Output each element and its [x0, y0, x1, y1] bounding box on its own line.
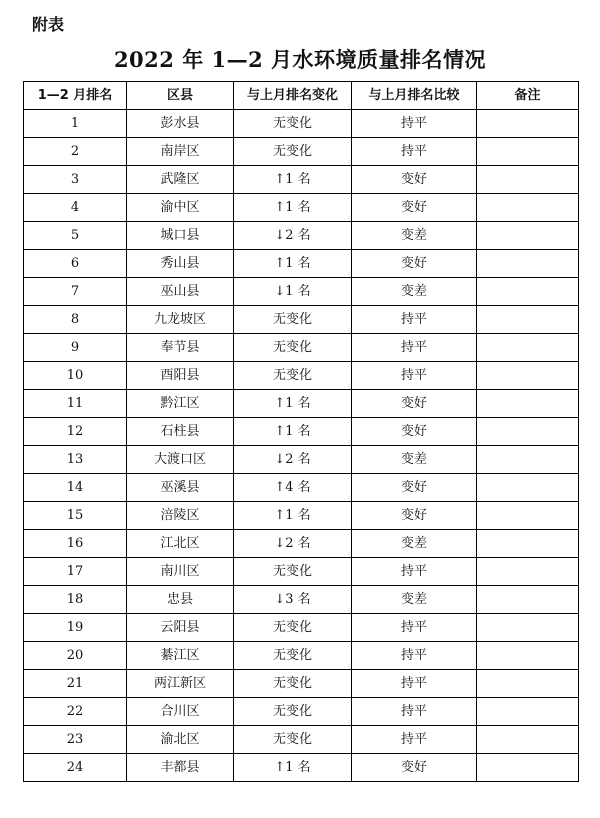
cell-comparison: 持平: [352, 614, 477, 642]
cell-change: ↑1 名: [234, 194, 352, 222]
cell-rank: 7: [24, 278, 127, 306]
cell-change: ↑1 名: [234, 250, 352, 278]
cell-district: 合川区: [127, 698, 234, 726]
ranking-table: [23, 81, 579, 782]
cell-rank: 16: [24, 530, 127, 558]
cell-change: ↑1 名: [234, 166, 352, 194]
cell-rank: 23: [24, 726, 127, 754]
cell-comparison: 持平: [352, 670, 477, 698]
cell-comparison: 持平: [352, 362, 477, 390]
cell-comparison: 变好: [352, 250, 477, 278]
cell-change: 无变化: [234, 306, 352, 334]
cell-comparison: 变差: [352, 446, 477, 474]
cell-note: [477, 418, 579, 446]
table-row: [24, 446, 579, 474]
cell-note: [477, 194, 579, 222]
cell-comparison: 变好: [352, 194, 477, 222]
cell-district: 渝中区: [127, 194, 234, 222]
table-row: [24, 110, 579, 138]
header-district: 区县: [127, 82, 234, 110]
table-row: [24, 502, 579, 530]
cell-change: ↓2 名: [234, 446, 352, 474]
cell-note: [477, 642, 579, 670]
table-row: [24, 194, 579, 222]
cell-change: ↓3 名: [234, 586, 352, 614]
table-row: [24, 418, 579, 446]
table-row: [24, 222, 579, 250]
cell-change: 无变化: [234, 670, 352, 698]
cell-change: 无变化: [234, 334, 352, 362]
table-row: [24, 726, 579, 754]
cell-district: 酉阳县: [127, 362, 234, 390]
cell-note: [477, 166, 579, 194]
cell-district: 渝北区: [127, 726, 234, 754]
cell-district: 涪陵区: [127, 502, 234, 530]
cell-district: 黔江区: [127, 390, 234, 418]
cell-comparison: 持平: [352, 558, 477, 586]
cell-rank: 21: [24, 670, 127, 698]
cell-comparison: 持平: [352, 306, 477, 334]
cell-change: ↑1 名: [234, 390, 352, 418]
cell-rank: 14: [24, 474, 127, 502]
table-row: [24, 754, 579, 782]
cell-comparison: 变好: [352, 474, 477, 502]
cell-note: [477, 250, 579, 278]
cell-rank: 10: [24, 362, 127, 390]
cell-note: [477, 446, 579, 474]
cell-comparison: 持平: [352, 334, 477, 362]
table-body: [24, 110, 579, 782]
cell-comparison: 变好: [352, 166, 477, 194]
cell-note: [477, 502, 579, 530]
cell-district: 奉节县: [127, 334, 234, 362]
cell-district: 巫山县: [127, 278, 234, 306]
cell-rank: 15: [24, 502, 127, 530]
cell-change: ↓2 名: [234, 222, 352, 250]
cell-comparison: 变好: [352, 502, 477, 530]
table-row: [24, 698, 579, 726]
cell-note: [477, 614, 579, 642]
cell-note: [477, 586, 579, 614]
cell-change: ↑1 名: [234, 754, 352, 782]
cell-district: 秀山县: [127, 250, 234, 278]
header-note: 备注: [477, 82, 579, 110]
cell-rank: 2: [24, 138, 127, 166]
cell-rank: 17: [24, 558, 127, 586]
cell-rank: 19: [24, 614, 127, 642]
cell-district: 巫溪县: [127, 474, 234, 502]
cell-note: [477, 474, 579, 502]
cell-change: ↑1 名: [234, 418, 352, 446]
table-row: [24, 306, 579, 334]
cell-comparison: 持平: [352, 110, 477, 138]
cell-note: [477, 306, 579, 334]
header-change: 与上月排名变化: [234, 82, 352, 110]
cell-rank: 11: [24, 390, 127, 418]
cell-comparison: 变差: [352, 222, 477, 250]
table-row: [24, 278, 579, 306]
table-row: [24, 530, 579, 558]
cell-change: 无变化: [234, 614, 352, 642]
cell-change: ↓2 名: [234, 530, 352, 558]
cell-rank: 18: [24, 586, 127, 614]
cell-change: ↑4 名: [234, 474, 352, 502]
cell-note: [477, 726, 579, 754]
cell-district: 城口县: [127, 222, 234, 250]
cell-rank: 3: [24, 166, 127, 194]
cell-rank: 8: [24, 306, 127, 334]
cell-district: 九龙坡区: [127, 306, 234, 334]
cell-district: 大渡口区: [127, 446, 234, 474]
cell-district: 綦江区: [127, 642, 234, 670]
cell-note: [477, 138, 579, 166]
cell-rank: 5: [24, 222, 127, 250]
table-row: [24, 166, 579, 194]
cell-district: 石柱县: [127, 418, 234, 446]
cell-comparison: 变好: [352, 754, 477, 782]
cell-comparison: 变差: [352, 586, 477, 614]
table-row: [24, 586, 579, 614]
cell-rank: 9: [24, 334, 127, 362]
cell-change: ↑1 名: [234, 502, 352, 530]
attachment-label: 附表: [32, 15, 65, 34]
table-row: [24, 138, 579, 166]
cell-note: [477, 278, 579, 306]
cell-note: [477, 558, 579, 586]
cell-comparison: 持平: [352, 642, 477, 670]
cell-note: [477, 390, 579, 418]
cell-change: 无变化: [234, 138, 352, 166]
cell-comparison: 变好: [352, 390, 477, 418]
cell-district: 南川区: [127, 558, 234, 586]
cell-comparison: 变差: [352, 530, 477, 558]
cell-note: [477, 698, 579, 726]
table-row: [24, 390, 579, 418]
cell-change: 无变化: [234, 726, 352, 754]
cell-rank: 4: [24, 194, 127, 222]
table-row: [24, 558, 579, 586]
header-rank: 1—2 月排名: [24, 82, 127, 110]
cell-rank: 24: [24, 754, 127, 782]
table-row: [24, 670, 579, 698]
cell-district: 彭水县: [127, 110, 234, 138]
cell-rank: 20: [24, 642, 127, 670]
cell-note: [477, 222, 579, 250]
table-row: [24, 362, 579, 390]
table-header-row: [24, 82, 579, 110]
cell-note: [477, 334, 579, 362]
cell-note: [477, 670, 579, 698]
cell-district: 武隆区: [127, 166, 234, 194]
cell-note: [477, 110, 579, 138]
table-row: [24, 250, 579, 278]
cell-change: 无变化: [234, 110, 352, 138]
cell-comparison: 持平: [352, 726, 477, 754]
cell-comparison: 持平: [352, 138, 477, 166]
cell-note: [477, 754, 579, 782]
cell-note: [477, 362, 579, 390]
cell-comparison: 变好: [352, 418, 477, 446]
cell-district: 云阳县: [127, 614, 234, 642]
cell-change: ↓1 名: [234, 278, 352, 306]
cell-change: 无变化: [234, 698, 352, 726]
cell-rank: 12: [24, 418, 127, 446]
cell-comparison: 持平: [352, 698, 477, 726]
header-comparison: 与上月排名比较: [352, 82, 477, 110]
cell-comparison: 变差: [352, 278, 477, 306]
cell-rank: 1: [24, 110, 127, 138]
cell-district: 江北区: [127, 530, 234, 558]
page-title: 2022 年 1—2 月水环境质量排名情况: [113, 47, 487, 72]
cell-note: [477, 530, 579, 558]
cell-change: 无变化: [234, 642, 352, 670]
cell-district: 南岸区: [127, 138, 234, 166]
table-row: [24, 642, 579, 670]
table-row: [24, 334, 579, 362]
table-row: [24, 474, 579, 502]
cell-change: 无变化: [234, 362, 352, 390]
cell-change: 无变化: [234, 558, 352, 586]
cell-district: 两江新区: [127, 670, 234, 698]
cell-district: 忠县: [127, 586, 234, 614]
cell-rank: 13: [24, 446, 127, 474]
cell-rank: 22: [24, 698, 127, 726]
cell-rank: 6: [24, 250, 127, 278]
table-row: [24, 614, 579, 642]
cell-district: 丰都县: [127, 754, 234, 782]
